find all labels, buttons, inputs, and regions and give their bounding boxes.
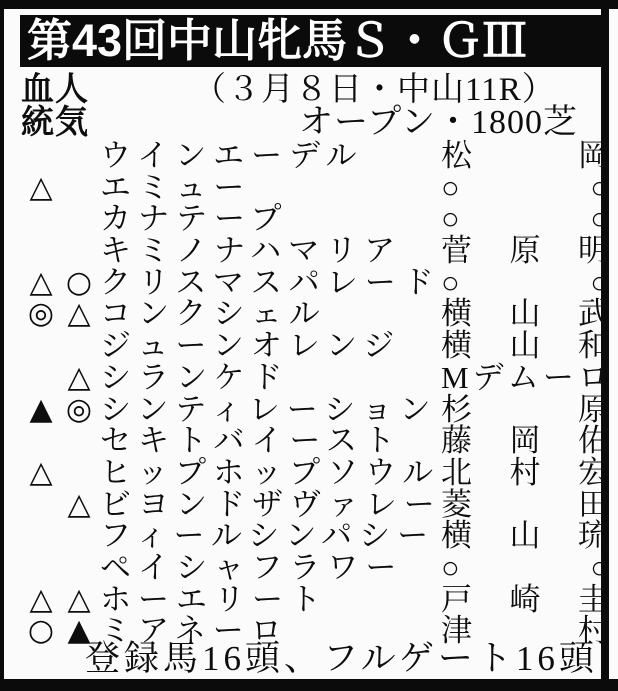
race-date-course: （３月８日・中山11R）	[193, 72, 556, 108]
jockey-name-char: ○	[441, 264, 460, 300]
horse-name: セキトバイースト	[100, 423, 402, 459]
jockey-name	[441, 486, 609, 522]
jockey-name-char: デ	[472, 359, 504, 395]
race-class-distance: オープン・1800芝	[299, 104, 578, 141]
jockey-name	[441, 140, 609, 172]
jockey-name-char: ○	[590, 264, 609, 300]
jockey-name-char: 明	[578, 233, 609, 269]
jockey-name-char: ム	[507, 359, 539, 395]
jockey-name-char: 佑	[578, 423, 609, 459]
jockey-name	[441, 298, 609, 330]
horse-name: ホーエリート	[100, 581, 328, 617]
jockey-name-char: 津	[441, 613, 472, 649]
popularity-mark: △	[67, 581, 91, 617]
horse-name: フィールシンパシー	[100, 518, 436, 554]
jockey-name-char: 山	[509, 296, 541, 332]
pedigree-mark: △	[29, 454, 53, 490]
entry-row	[0, 391, 618, 427]
jockey-name-char: 北	[441, 454, 472, 490]
entry-row	[0, 520, 618, 552]
jockey-name	[441, 581, 609, 617]
horse-name: ミアネーロ	[100, 613, 289, 649]
entry-row	[0, 264, 618, 300]
horse-name: ペイシャフラワー	[100, 549, 404, 585]
horse-name: ジューンオレンジ	[100, 328, 402, 364]
horse-name: シンティレーション	[100, 391, 438, 427]
jockey-name-char: 横	[441, 328, 472, 364]
jockey-name-char: ロ	[577, 359, 609, 395]
pedigree-mark: △	[29, 581, 53, 617]
horse-name: コンクシェル	[100, 296, 327, 332]
horse-name: ウインエーデル	[100, 138, 364, 173]
jockey-name-char: M	[441, 359, 469, 395]
popularity-mark: ◎	[65, 391, 93, 427]
jockey-name-char: 圭	[578, 581, 609, 617]
pedigree-mark: ◎	[27, 296, 55, 332]
jockey-name-char: 武	[578, 296, 609, 332]
horse-name: エミュー	[100, 169, 252, 205]
entry-row	[0, 581, 618, 617]
jockey-name	[441, 520, 609, 552]
jockey-name-char: ○	[441, 169, 460, 205]
horse-name: キミノナハマリア	[100, 233, 403, 269]
race-title: 第43回中山牝馬Ｓ・ＧⅢ	[20, 15, 601, 67]
jockey-name-char: ○	[590, 201, 609, 237]
horse-name: ビヨンドザヴァレー	[100, 486, 442, 522]
jockey-name	[441, 359, 609, 395]
jockey-name	[441, 549, 609, 585]
jockey-name-char: 岡	[578, 138, 609, 173]
jockey-name-char: 村	[509, 454, 541, 490]
pedigree-mark: ▲	[29, 391, 53, 427]
entry-row	[0, 549, 618, 585]
jockey-name-char: 杉	[441, 391, 472, 427]
entry-row	[0, 330, 618, 362]
jockey-name-char: ○	[590, 549, 609, 585]
jockey-name	[441, 235, 609, 267]
jockey-name-char: 菱	[441, 486, 472, 522]
popularity-mark: △	[67, 359, 91, 395]
entry-list	[0, 140, 618, 647]
jockey-name-char: 村	[578, 613, 609, 649]
jockey-name-char: 山	[509, 518, 541, 554]
frame-bottom-border	[0, 679, 618, 691]
entry-row	[0, 169, 618, 205]
pedigree-mark: △	[29, 264, 53, 300]
popularity-mark: ○	[65, 264, 93, 300]
mark-column-headers-line1: 血人	[21, 70, 89, 107]
jockey-name-char: 菅	[441, 233, 472, 269]
entry-row	[0, 425, 618, 457]
jockey-name-char: ○	[441, 201, 460, 237]
jockey-name-char: 原	[509, 233, 541, 269]
jockey-name	[441, 169, 609, 205]
jockey-name-char: 横	[441, 518, 472, 554]
jockey-name	[441, 203, 609, 235]
jockey-name-char: 藤	[441, 423, 472, 459]
jockey-name-char: 琉	[578, 518, 609, 554]
entry-row	[0, 454, 618, 490]
jockey-name-char: 原	[578, 391, 609, 427]
jockey-name-char: ○	[441, 549, 460, 585]
pedigree-mark: △	[29, 169, 53, 205]
jockey-name	[441, 264, 609, 300]
jockey-name-char: 松	[441, 138, 472, 173]
jockey-name	[441, 425, 609, 457]
jockey-name-char: 崎	[509, 581, 541, 617]
jockey-name-char: 和	[578, 328, 609, 364]
jockey-name	[441, 391, 609, 427]
horse-name: カナテープ	[100, 201, 289, 237]
jockey-name-char: ー	[542, 359, 574, 395]
entry-row	[0, 359, 618, 395]
entry-row	[0, 298, 618, 330]
pedigree-mark: ○	[27, 613, 55, 649]
mark-column-headers-line2: 統気	[21, 103, 89, 140]
registration-summary: 登録馬16頭、フルゲート16頭	[85, 639, 598, 678]
jockey-name-char: 田	[578, 486, 609, 522]
frame-top-border	[0, 0, 618, 9]
entry-row	[0, 235, 618, 267]
entry-row	[0, 140, 618, 172]
jockey-name-char: ○	[590, 169, 609, 205]
entry-row	[0, 203, 618, 235]
jockey-name-char: 横	[441, 296, 472, 332]
popularity-mark: △	[67, 486, 91, 522]
jockey-name-char: 戸	[441, 581, 472, 617]
horse-name: シランケド	[100, 359, 290, 395]
jockey-name-char: 宏	[578, 454, 609, 490]
jockey-name-char: 山	[509, 328, 541, 364]
jockey-name	[441, 330, 609, 362]
popularity-mark: ▲	[67, 613, 91, 649]
horse-name: クリスマスパレード	[100, 264, 441, 300]
entry-row	[0, 486, 618, 522]
horse-name: ヒップホップソウル	[100, 454, 441, 490]
jockey-name-char: 岡	[509, 423, 541, 459]
popularity-mark: △	[67, 296, 91, 332]
jockey-name	[441, 454, 609, 490]
